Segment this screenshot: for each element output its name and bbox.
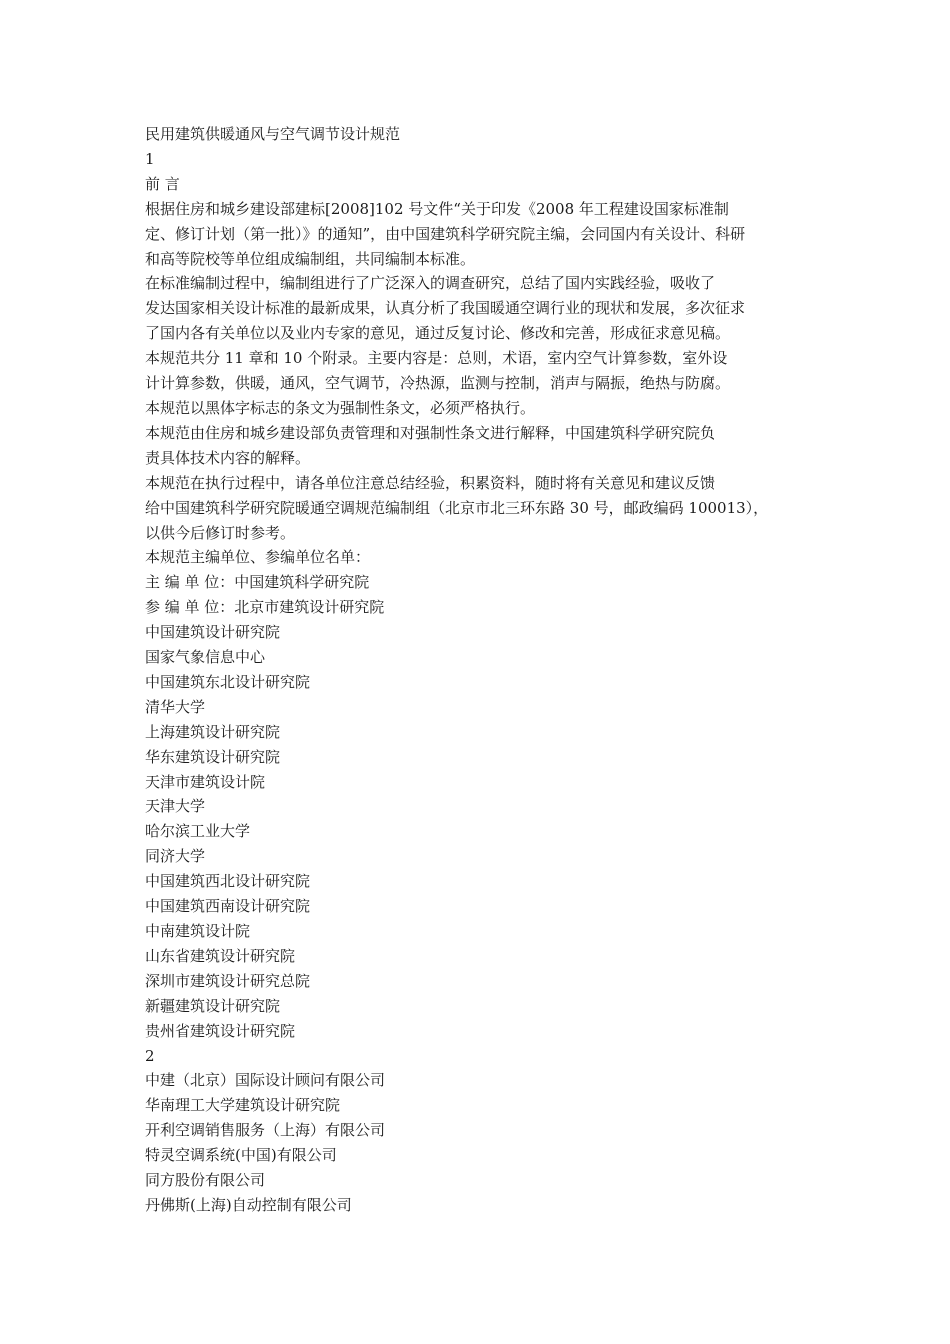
unit-list-item: 中建（北京）国际设计顾问有限公司 bbox=[145, 1071, 386, 1090]
paragraph-line: 本规范在执行过程中，请各单位注意总结经验，积累资料，随时将有关意见和建议反馈 bbox=[145, 473, 716, 492]
unit-list-item: 同济大学 bbox=[145, 847, 206, 866]
document-page bbox=[145, 122, 825, 1218]
paragraph-line: 本规范以黑体字标志的条文为强制性条文，必须严格执行。 bbox=[145, 398, 536, 417]
unit-list-item: 特灵空调系统(中国)有限公司 bbox=[145, 1146, 337, 1165]
unit-list-item: 丹佛斯(上海)自动控制有限公司 bbox=[145, 1195, 352, 1214]
unit-list-item: 清华大学 bbox=[145, 697, 206, 716]
unit-list-item: 开利空调销售服务（上海）有限公司 bbox=[145, 1121, 386, 1140]
unit-list-item: 中国建筑东北设计研究院 bbox=[145, 672, 311, 691]
unit-list-item: 天津大学 bbox=[145, 797, 206, 816]
unit-list-item: 山东省建筑设计研究院 bbox=[145, 946, 296, 965]
unit-list-item: 哈尔滨工业大学 bbox=[145, 822, 251, 841]
document-title: 民用建筑供暖通风与空气调节设计规范 bbox=[145, 125, 401, 143]
units-heading: 本规范主编单位、参编单位名单： bbox=[145, 548, 371, 567]
paragraph-line: 定、修订计划（第一批）》的通知”，由中国建筑科学研究院主编，会同国内有关设计、科研 bbox=[145, 224, 746, 243]
unit-list-item: 贵州省建筑设计研究院 bbox=[145, 1021, 296, 1040]
unit-list-item: 同方股份有限公司 bbox=[145, 1171, 266, 1190]
unit-list-item: 国家气象信息中心 bbox=[145, 648, 266, 667]
chief-unit: 主 编 单 位：中国建筑科学研究院 bbox=[145, 573, 370, 592]
paragraph-line: 本规范由住房和城乡建设部负责管理和对强制性条文进行解释，中国建筑科学研究院负 bbox=[145, 423, 716, 442]
paragraph-line: 以供今后修订时参考。 bbox=[145, 523, 296, 542]
paragraph-line: 发达国家相关设计标准的最新成果，认真分析了我国暖通空调行业的现状和发展，多次征求 bbox=[145, 299, 746, 318]
paragraph-line: 计计算参数，供暖，通风，空气调节，冷热源，监测与控制，消声与隔振，绝热与防腐。 bbox=[145, 374, 731, 393]
unit-list-item: 华南理工大学建筑设计研究院 bbox=[145, 1096, 341, 1115]
unit-list-item: 新疆建筑设计研究院 bbox=[145, 996, 281, 1015]
unit-list-item: 深圳市建筑设计研究总院 bbox=[145, 971, 311, 990]
unit-list-item: 中国建筑西南设计研究院 bbox=[145, 897, 311, 916]
unit-list-item: 天津市建筑设计院 bbox=[145, 772, 266, 791]
unit-list-item: 华东建筑设计研究院 bbox=[145, 747, 281, 766]
paragraph-line: 了国内各有关单位以及业内专家的意见，通过反复讨论、修改和完善，形成征求意见稿。 bbox=[145, 324, 731, 343]
unit-list-item: 中南建筑设计院 bbox=[145, 922, 251, 940]
paragraph-line: 根据住房和城乡建设部建标[2008]102 号文件“关于印发《2008 年工程建设国家标准制 bbox=[145, 199, 729, 218]
unit-list-item: 中国建筑西北设计研究院 bbox=[145, 872, 311, 891]
paragraph-line: 在标准编制过程中，编制组进行了广泛深入的调查研究，总结了国内实践经验，吸收了 bbox=[145, 274, 716, 293]
paragraph-line: 给中国建筑科学研究院暖通空调规范编制组（北京市北三环东路 30 号，邮政编码 100013）， bbox=[145, 498, 769, 517]
unit-list-item: 中国建筑设计研究院 bbox=[145, 623, 281, 642]
participating-unit: 参 编 单 位：北京市建筑设计研究院 bbox=[145, 598, 385, 617]
preface-heading: 前 言 bbox=[145, 174, 180, 193]
paragraph-line: 和高等院校等单位组成编制组，共同编制本标准。 bbox=[145, 249, 476, 268]
page-number-1: 1 bbox=[145, 149, 155, 168]
paragraph-line: 本规范共分 11 章和 10 个附录。主要内容是：总则，术语，室内空气计算参数，室外设 bbox=[145, 349, 728, 368]
unit-list-item: 上海建筑设计研究院 bbox=[145, 722, 281, 741]
paragraph-line: 责具体技术内容的解释。 bbox=[145, 448, 311, 467]
page-number-2: 2 bbox=[145, 1046, 155, 1065]
